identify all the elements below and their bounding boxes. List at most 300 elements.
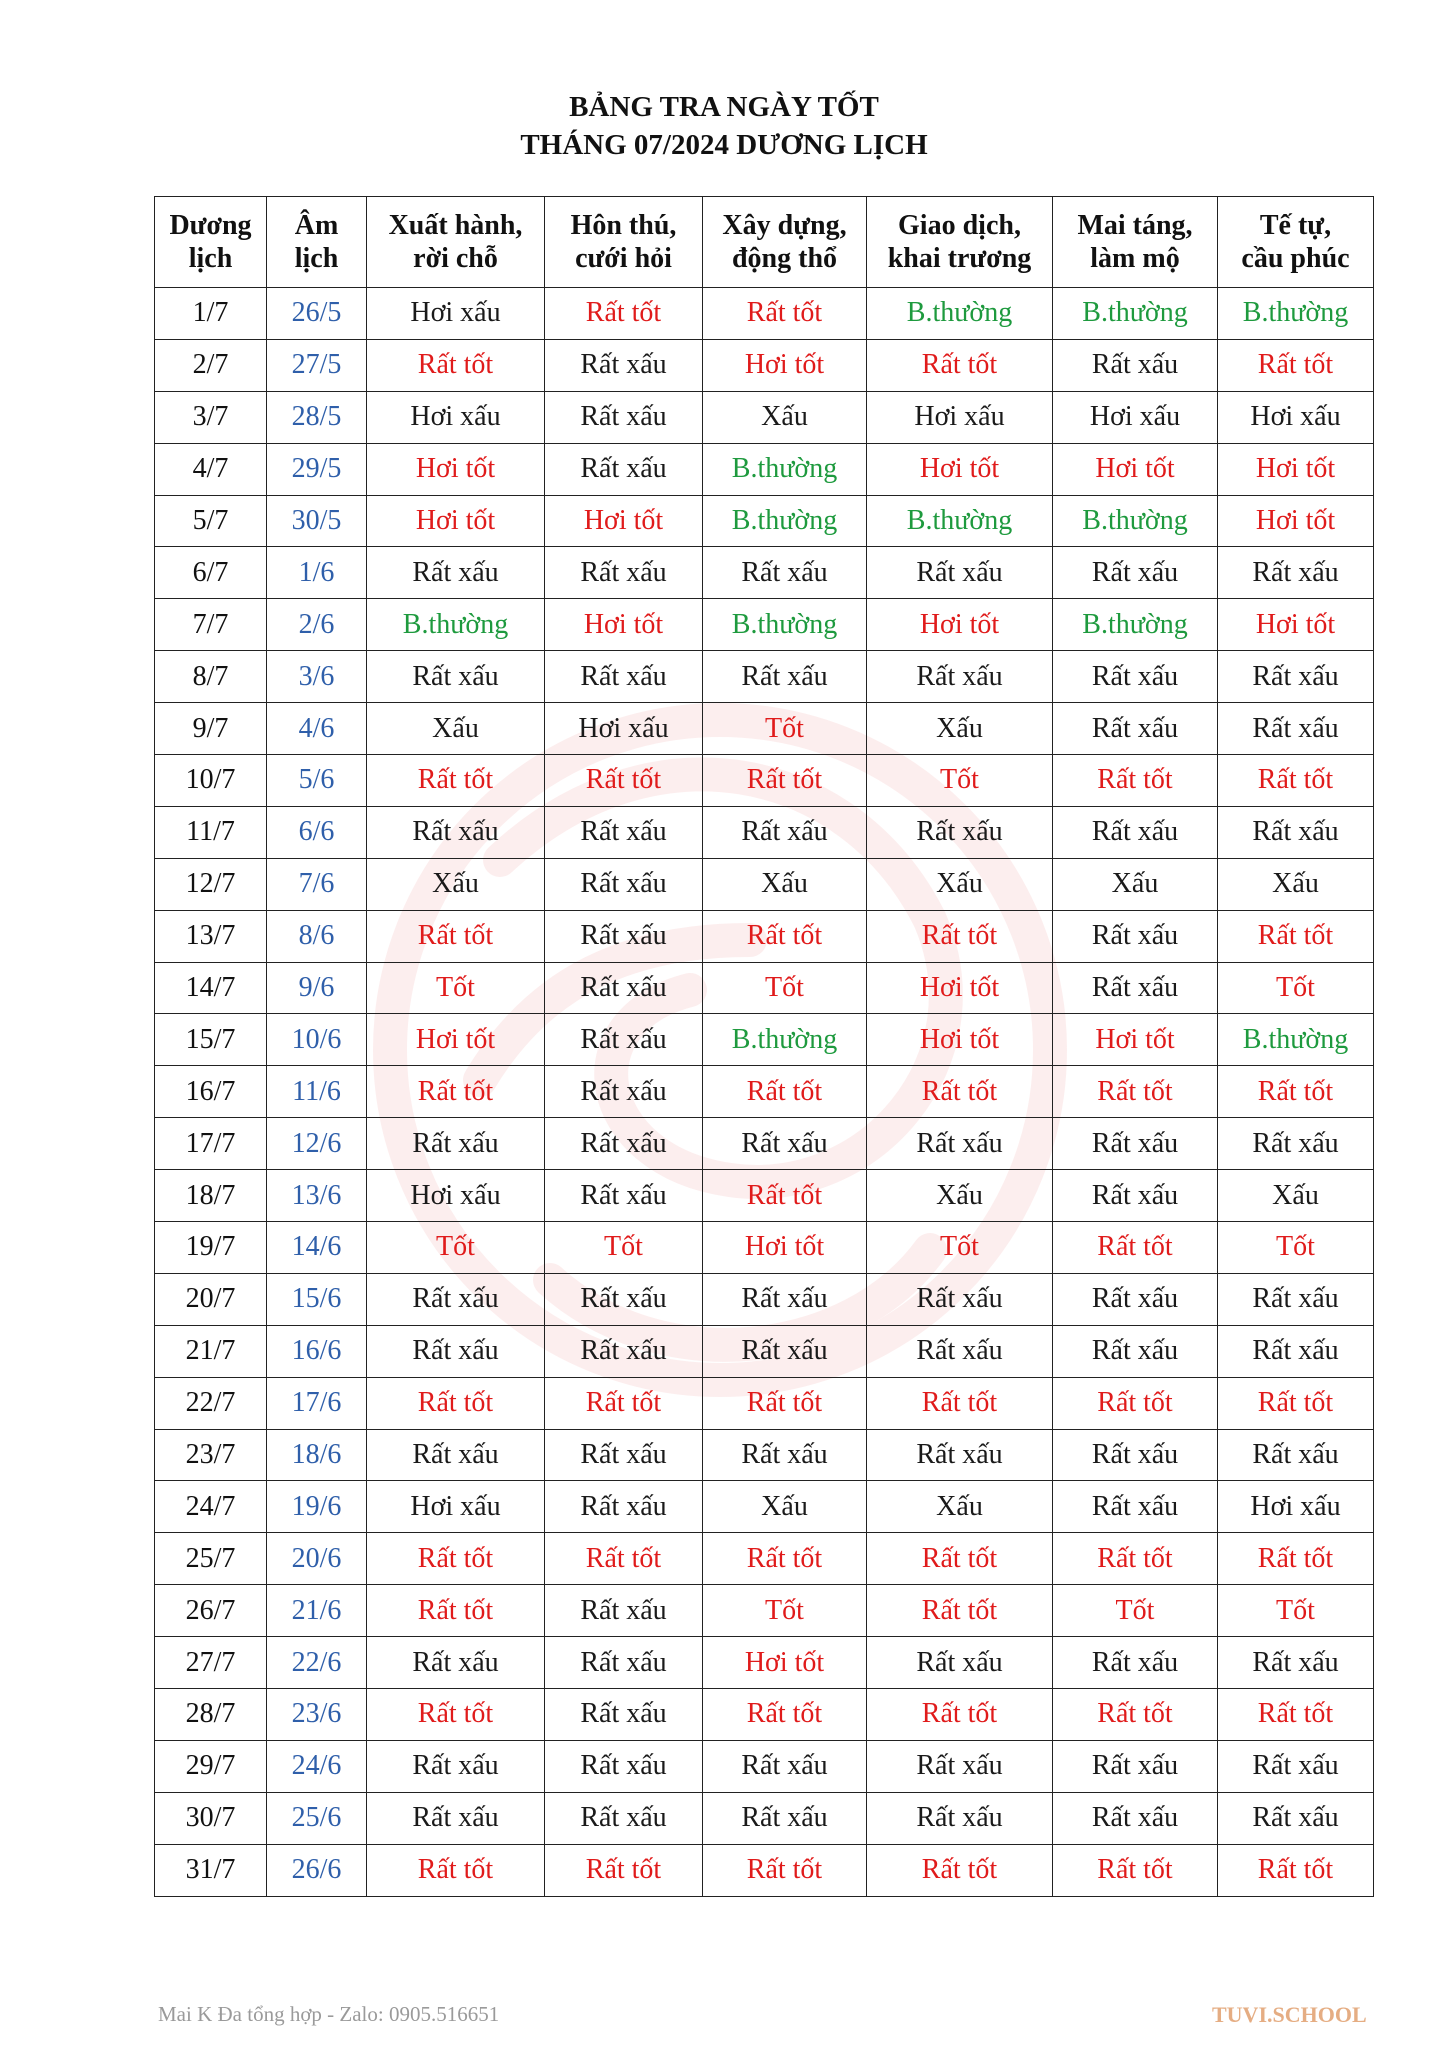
- solar-date-cell: 24/7: [155, 1481, 267, 1533]
- header-trade: [867, 197, 1053, 288]
- trade-cell: Rất xấu: [867, 1637, 1053, 1689]
- burial-cell: Rất xấu: [1053, 547, 1218, 599]
- travel-cell: Hơi xấu: [367, 1481, 545, 1533]
- lunar-date-cell: 6/6: [267, 806, 367, 858]
- header-trade-line-2: khai trương: [887, 243, 1032, 274]
- burial-cell: Rất xấu: [1053, 1325, 1218, 1377]
- worship-cell: Rất tốt: [1218, 1066, 1374, 1118]
- construction-cell: Rất xấu: [703, 1792, 867, 1844]
- wedding-cell: Hơi tốt: [545, 599, 703, 651]
- construction-cell: B.thường: [703, 1014, 867, 1066]
- trade-cell: Hơi tốt: [867, 443, 1053, 495]
- trade-cell: Rất xấu: [867, 806, 1053, 858]
- lunar-date-cell: 22/6: [267, 1637, 367, 1689]
- travel-cell: Rất tốt: [367, 1533, 545, 1585]
- construction-cell: Tốt: [703, 1585, 867, 1637]
- solar-date-cell: 5/7: [155, 495, 267, 547]
- travel-cell: Xấu: [367, 703, 545, 755]
- trade-cell: Rất xấu: [867, 1118, 1053, 1170]
- construction-cell: Hơi tốt: [703, 339, 867, 391]
- worship-cell: Hơi tốt: [1218, 495, 1374, 547]
- table-row: [155, 339, 1374, 391]
- table-row: [155, 1014, 1374, 1066]
- burial-cell: Rất tốt: [1053, 1222, 1218, 1274]
- trade-cell: Xấu: [867, 1170, 1053, 1222]
- table-row: [155, 547, 1374, 599]
- worship-cell: Rất xấu: [1218, 1325, 1374, 1377]
- construction-cell: B.thường: [703, 599, 867, 651]
- travel-cell: Tốt: [367, 962, 545, 1014]
- worship-cell: Rất xấu: [1218, 703, 1374, 755]
- worship-cell: Rất xấu: [1218, 547, 1374, 599]
- lunar-date-cell: 26/6: [267, 1844, 367, 1896]
- solar-date-cell: 17/7: [155, 1118, 267, 1170]
- trade-cell: Rất xấu: [867, 1273, 1053, 1325]
- wedding-cell: Rất xấu: [545, 1118, 703, 1170]
- table-row: [155, 1533, 1374, 1585]
- trade-cell: Tốt: [867, 755, 1053, 807]
- solar-date-cell: 16/7: [155, 1066, 267, 1118]
- lunar-date-cell: 15/6: [267, 1273, 367, 1325]
- burial-cell: Rất tốt: [1053, 1689, 1218, 1741]
- worship-cell: Rất tốt: [1218, 1377, 1374, 1429]
- burial-cell: Rất xấu: [1053, 1637, 1218, 1689]
- construction-cell: Xấu: [703, 1481, 867, 1533]
- header-construction-line-1: Xây dựng,: [722, 210, 847, 241]
- solar-date-cell: 14/7: [155, 962, 267, 1014]
- travel-cell: Rất xấu: [367, 1792, 545, 1844]
- construction-cell: Rất tốt: [703, 755, 867, 807]
- table-row: [155, 599, 1374, 651]
- travel-cell: Rất xấu: [367, 651, 545, 703]
- construction-cell: Rất tốt: [703, 1170, 867, 1222]
- worship-cell: Xấu: [1218, 858, 1374, 910]
- wedding-cell: Rất xấu: [545, 1637, 703, 1689]
- construction-cell: Hơi tốt: [703, 1222, 867, 1274]
- travel-cell: Hơi xấu: [367, 1170, 545, 1222]
- wedding-cell: Rất xấu: [545, 1325, 703, 1377]
- construction-cell: Rất tốt: [703, 1689, 867, 1741]
- header-construction-line-2: động thổ: [731, 243, 838, 274]
- solar-date-cell: 19/7: [155, 1222, 267, 1274]
- wedding-cell: Rất xấu: [545, 910, 703, 962]
- burial-cell: Rất xấu: [1053, 1170, 1218, 1222]
- worship-cell: Rất xấu: [1218, 806, 1374, 858]
- header-burial: [1053, 197, 1218, 288]
- table-row: [155, 1273, 1374, 1325]
- title-line-2: THÁNG 07/2024 DƯƠNG LỊCH: [520, 129, 928, 161]
- travel-cell: Rất xấu: [367, 547, 545, 599]
- trade-cell: Rất xấu: [867, 1429, 1053, 1481]
- lunar-date-cell: 17/6: [267, 1377, 367, 1429]
- trade-cell: Hơi tốt: [867, 962, 1053, 1014]
- solar-date-cell: 10/7: [155, 755, 267, 807]
- lunar-date-cell: 12/6: [267, 1118, 367, 1170]
- burial-cell: Rất xấu: [1053, 962, 1218, 1014]
- trade-cell: Rất tốt: [867, 1377, 1053, 1429]
- header-wedding-line-2: cưới hỏi: [575, 243, 672, 274]
- burial-cell: Rất xấu: [1053, 339, 1218, 391]
- solar-date-cell: 31/7: [155, 1844, 267, 1896]
- solar-date-cell: 20/7: [155, 1273, 267, 1325]
- trade-cell: Xấu: [867, 858, 1053, 910]
- table-row: [155, 755, 1374, 807]
- travel-cell: B.thường: [367, 599, 545, 651]
- construction-cell: Rất xấu: [703, 806, 867, 858]
- table-row: [155, 1792, 1374, 1844]
- header-solar-date-line-1: Dương: [169, 210, 252, 241]
- lunar-date-cell: 11/6: [267, 1066, 367, 1118]
- lunar-date-cell: 16/6: [267, 1325, 367, 1377]
- construction-cell: Rất xấu: [703, 1429, 867, 1481]
- worship-cell: Hơi tốt: [1218, 599, 1374, 651]
- construction-cell: Rất xấu: [703, 1273, 867, 1325]
- table-row: [155, 1844, 1374, 1896]
- solar-date-cell: 4/7: [155, 443, 267, 495]
- lunar-date-cell: 21/6: [267, 1585, 367, 1637]
- travel-cell: Hơi tốt: [367, 495, 545, 547]
- solar-date-cell: 3/7: [155, 391, 267, 443]
- construction-cell: Tốt: [703, 703, 867, 755]
- travel-cell: Rất tốt: [367, 339, 545, 391]
- solar-date-cell: 11/7: [155, 806, 267, 858]
- worship-cell: Rất xấu: [1218, 651, 1374, 703]
- travel-cell: Rất tốt: [367, 1066, 545, 1118]
- travel-cell: Hơi xấu: [367, 288, 545, 340]
- burial-cell: Rất xấu: [1053, 1792, 1218, 1844]
- lunar-date-cell: 4/6: [267, 703, 367, 755]
- header-burial-line-1: Mai táng,: [1077, 210, 1193, 241]
- trade-cell: Rất xấu: [867, 547, 1053, 599]
- worship-cell: Rất xấu: [1218, 1740, 1374, 1792]
- lunar-date-cell: 19/6: [267, 1481, 367, 1533]
- wedding-cell: Rất xấu: [545, 443, 703, 495]
- header-lunar-date-line-2: lịch: [294, 243, 339, 274]
- construction-cell: Rất xấu: [703, 1118, 867, 1170]
- worship-cell: Hơi xấu: [1218, 391, 1374, 443]
- burial-cell: Rất tốt: [1053, 1377, 1218, 1429]
- lunar-date-cell: 24/6: [267, 1740, 367, 1792]
- footer-credit: Mai K Đa tổng hợp - Zalo: 0905.516651: [158, 2002, 500, 2026]
- trade-cell: Rất tốt: [867, 1844, 1053, 1896]
- solar-date-cell: 7/7: [155, 599, 267, 651]
- construction-cell: Xấu: [703, 391, 867, 443]
- worship-cell: Rất tốt: [1218, 339, 1374, 391]
- wedding-cell: Rất xấu: [545, 1066, 703, 1118]
- travel-cell: Rất xấu: [367, 1325, 545, 1377]
- solar-date-cell: 30/7: [155, 1792, 267, 1844]
- worship-cell: Rất xấu: [1218, 1118, 1374, 1170]
- construction-cell: Rất tốt: [703, 288, 867, 340]
- travel-cell: Xấu: [367, 858, 545, 910]
- solar-date-cell: 29/7: [155, 1740, 267, 1792]
- travel-cell: Rất xấu: [367, 1637, 545, 1689]
- construction-cell: Rất tốt: [703, 1066, 867, 1118]
- table-row: [155, 1222, 1374, 1274]
- worship-cell: Rất tốt: [1218, 1533, 1374, 1585]
- trade-cell: Rất tốt: [867, 339, 1053, 391]
- table-row: [155, 910, 1374, 962]
- table-row: [155, 962, 1374, 1014]
- travel-cell: Rất tốt: [367, 1585, 545, 1637]
- solar-date-cell: 9/7: [155, 703, 267, 755]
- table-row: [155, 1325, 1374, 1377]
- trade-cell: Tốt: [867, 1222, 1053, 1274]
- header-travel-line-1: Xuất hành,: [388, 210, 523, 241]
- construction-cell: Tốt: [703, 962, 867, 1014]
- wedding-cell: Rất xấu: [545, 806, 703, 858]
- solar-date-cell: 25/7: [155, 1533, 267, 1585]
- trade-cell: Xấu: [867, 1481, 1053, 1533]
- travel-cell: Hơi tốt: [367, 1014, 545, 1066]
- burial-cell: Tốt: [1053, 1585, 1218, 1637]
- solar-date-cell: 23/7: [155, 1429, 267, 1481]
- page-title: [0, 88, 1448, 164]
- travel-cell: Rất xấu: [367, 1429, 545, 1481]
- lunar-date-cell: 18/6: [267, 1429, 367, 1481]
- worship-cell: Tốt: [1218, 962, 1374, 1014]
- lunar-date-cell: 20/6: [267, 1533, 367, 1585]
- table-row: [155, 858, 1374, 910]
- burial-cell: Rất tốt: [1053, 1844, 1218, 1896]
- lunar-date-cell: 27/5: [267, 339, 367, 391]
- header-lunar-date-line-1: Âm: [294, 210, 339, 241]
- wedding-cell: Rất tốt: [545, 288, 703, 340]
- table-row: [155, 1481, 1374, 1533]
- construction-cell: Rất xấu: [703, 651, 867, 703]
- table-row: [155, 1740, 1374, 1792]
- table-row: [155, 495, 1374, 547]
- wedding-cell: Rất tốt: [545, 1533, 703, 1585]
- lunar-date-cell: 1/6: [267, 547, 367, 599]
- lunar-date-cell: 9/6: [267, 962, 367, 1014]
- construction-cell: Rất tốt: [703, 1533, 867, 1585]
- travel-cell: Rất tốt: [367, 910, 545, 962]
- construction-cell: Xấu: [703, 858, 867, 910]
- trade-cell: Xấu: [867, 703, 1053, 755]
- lunar-date-cell: 25/6: [267, 1792, 367, 1844]
- header-lunar-date: [267, 197, 367, 288]
- trade-cell: Hơi tốt: [867, 599, 1053, 651]
- burial-cell: Rất xấu: [1053, 651, 1218, 703]
- burial-cell: Xấu: [1053, 858, 1218, 910]
- table-body: [155, 288, 1374, 1897]
- construction-cell: B.thường: [703, 443, 867, 495]
- wedding-cell: Rất xấu: [545, 391, 703, 443]
- worship-cell: Rất tốt: [1218, 1844, 1374, 1896]
- solar-date-cell: 21/7: [155, 1325, 267, 1377]
- lunar-date-cell: 13/6: [267, 1170, 367, 1222]
- table-row: [155, 1170, 1374, 1222]
- lunar-date-cell: 5/6: [267, 755, 367, 807]
- table-header-row: [155, 197, 1374, 288]
- lunar-date-cell: 10/6: [267, 1014, 367, 1066]
- solar-date-cell: 15/7: [155, 1014, 267, 1066]
- worship-cell: Rất xấu: [1218, 1637, 1374, 1689]
- burial-cell: Rất xấu: [1053, 1118, 1218, 1170]
- wedding-cell: Rất xấu: [545, 1273, 703, 1325]
- worship-cell: Rất tốt: [1218, 910, 1374, 962]
- worship-cell: B.thường: [1218, 288, 1374, 340]
- burial-cell: Rất xấu: [1053, 703, 1218, 755]
- wedding-cell: Rất xấu: [545, 651, 703, 703]
- table-row: [155, 443, 1374, 495]
- construction-cell: Hơi tốt: [703, 1637, 867, 1689]
- burial-cell: Rất tốt: [1053, 1533, 1218, 1585]
- solar-date-cell: 22/7: [155, 1377, 267, 1429]
- burial-cell: Rất xấu: [1053, 910, 1218, 962]
- trade-cell: Hơi xấu: [867, 391, 1053, 443]
- lunar-date-cell: 28/5: [267, 391, 367, 443]
- lunar-date-cell: 2/6: [267, 599, 367, 651]
- wedding-cell: Rất tốt: [545, 1844, 703, 1896]
- solar-date-cell: 28/7: [155, 1689, 267, 1741]
- burial-cell: Rất xấu: [1053, 1273, 1218, 1325]
- construction-cell: Rất tốt: [703, 910, 867, 962]
- wedding-cell: Rất xấu: [545, 1481, 703, 1533]
- travel-cell: Rất xấu: [367, 806, 545, 858]
- worship-cell: Rất tốt: [1218, 755, 1374, 807]
- worship-cell: Rất xấu: [1218, 1792, 1374, 1844]
- worship-cell: Rất xấu: [1218, 1429, 1374, 1481]
- burial-cell: Rất tốt: [1053, 755, 1218, 807]
- title-line-1: BẢNG TRA NGÀY TỐT: [569, 91, 879, 123]
- wedding-cell: Hơi xấu: [545, 703, 703, 755]
- travel-cell: Rất xấu: [367, 1740, 545, 1792]
- trade-cell: Rất xấu: [867, 1792, 1053, 1844]
- wedding-cell: Rất xấu: [545, 1689, 703, 1741]
- burial-cell: Hơi xấu: [1053, 391, 1218, 443]
- lunar-date-cell: 30/5: [267, 495, 367, 547]
- burial-cell: Rất xấu: [1053, 806, 1218, 858]
- table-row: [155, 806, 1374, 858]
- burial-cell: Rất xấu: [1053, 1740, 1218, 1792]
- lunar-date-cell: 7/6: [267, 858, 367, 910]
- burial-cell: Rất tốt: [1053, 1066, 1218, 1118]
- trade-cell: Rất tốt: [867, 1533, 1053, 1585]
- construction-cell: Rất xấu: [703, 1325, 867, 1377]
- header-wedding-line-1: Hôn thú,: [570, 210, 677, 241]
- trade-cell: Rất tốt: [867, 910, 1053, 962]
- worship-cell: Rất xấu: [1218, 1273, 1374, 1325]
- good-days-table: [154, 196, 1374, 1897]
- trade-cell: Hơi tốt: [867, 1014, 1053, 1066]
- worship-cell: Hơi xấu: [1218, 1481, 1374, 1533]
- lunar-date-cell: 3/6: [267, 651, 367, 703]
- header-burial-line-2: làm mộ: [1090, 243, 1180, 274]
- table-row: [155, 391, 1374, 443]
- table-row: [155, 1118, 1374, 1170]
- construction-cell: Rất tốt: [703, 1377, 867, 1429]
- trade-cell: Rất tốt: [867, 1066, 1053, 1118]
- solar-date-cell: 2/7: [155, 339, 267, 391]
- header-solar-date-line-2: lịch: [188, 243, 233, 274]
- table-row: [155, 1377, 1374, 1429]
- header-wedding: [545, 197, 703, 288]
- solar-date-cell: 27/7: [155, 1637, 267, 1689]
- burial-cell: Hơi tốt: [1053, 443, 1218, 495]
- solar-date-cell: 12/7: [155, 858, 267, 910]
- header-worship-line-2: cầu phúc: [1241, 243, 1350, 274]
- wedding-cell: Rất xấu: [545, 962, 703, 1014]
- burial-cell: Rất xấu: [1053, 1429, 1218, 1481]
- header-solar-date: [155, 197, 267, 288]
- trade-cell: B.thường: [867, 288, 1053, 340]
- wedding-cell: Hơi tốt: [545, 495, 703, 547]
- construction-cell: Rất tốt: [703, 1844, 867, 1896]
- lunar-date-cell: 23/6: [267, 1689, 367, 1741]
- header-travel-line-2: rời chỗ: [413, 243, 498, 274]
- lunar-date-cell: 26/5: [267, 288, 367, 340]
- burial-cell: Hơi tốt: [1053, 1014, 1218, 1066]
- burial-cell: B.thường: [1053, 495, 1218, 547]
- lunar-date-cell: 29/5: [267, 443, 367, 495]
- trade-cell: Rất xấu: [867, 1740, 1053, 1792]
- table-row: [155, 288, 1374, 340]
- header-trade-line-1: Giao dịch,: [898, 210, 1021, 241]
- lunar-date-cell: 14/6: [267, 1222, 367, 1274]
- header-worship-line-1: Tế tự,: [1259, 210, 1332, 241]
- travel-cell: Rất tốt: [367, 755, 545, 807]
- trade-cell: Rất tốt: [867, 1689, 1053, 1741]
- trade-cell: B.thường: [867, 495, 1053, 547]
- wedding-cell: Rất xấu: [545, 1170, 703, 1222]
- wedding-cell: Rất xấu: [545, 339, 703, 391]
- travel-cell: Hơi xấu: [367, 391, 545, 443]
- wedding-cell: Rất xấu: [545, 1792, 703, 1844]
- travel-cell: Tốt: [367, 1222, 545, 1274]
- solar-date-cell: 8/7: [155, 651, 267, 703]
- wedding-cell: Tốt: [545, 1222, 703, 1274]
- wedding-cell: Rất xấu: [545, 1014, 703, 1066]
- worship-cell: B.thường: [1218, 1014, 1374, 1066]
- table-row: [155, 1429, 1374, 1481]
- header-worship: [1218, 197, 1374, 288]
- travel-cell: Rất xấu: [367, 1118, 545, 1170]
- construction-cell: Rất xấu: [703, 547, 867, 599]
- worship-cell: Xấu: [1218, 1170, 1374, 1222]
- trade-cell: Rất xấu: [867, 651, 1053, 703]
- table-row: [155, 1066, 1374, 1118]
- table-row: [155, 1637, 1374, 1689]
- worship-cell: Rất tốt: [1218, 1689, 1374, 1741]
- burial-cell: B.thường: [1053, 599, 1218, 651]
- solar-date-cell: 26/7: [155, 1585, 267, 1637]
- travel-cell: Rất xấu: [367, 1273, 545, 1325]
- table-row: [155, 1689, 1374, 1741]
- wedding-cell: Rất tốt: [545, 755, 703, 807]
- burial-cell: Rất xấu: [1053, 1481, 1218, 1533]
- travel-cell: Rất tốt: [367, 1689, 545, 1741]
- header-travel: [367, 197, 545, 288]
- solar-date-cell: 13/7: [155, 910, 267, 962]
- travel-cell: Hơi tốt: [367, 443, 545, 495]
- table-row: [155, 703, 1374, 755]
- table-row: [155, 651, 1374, 703]
- wedding-cell: Rất xấu: [545, 1429, 703, 1481]
- burial-cell: B.thường: [1053, 288, 1218, 340]
- worship-cell: Hơi tốt: [1218, 443, 1374, 495]
- footer-brand: TUVI.SCHOOL: [1212, 2002, 1367, 2027]
- travel-cell: Rất tốt: [367, 1844, 545, 1896]
- travel-cell: Rất tốt: [367, 1377, 545, 1429]
- header-construction: [703, 197, 867, 288]
- table-row: [155, 1585, 1374, 1637]
- trade-cell: Rất xấu: [867, 1325, 1053, 1377]
- wedding-cell: Rất tốt: [545, 1377, 703, 1429]
- solar-date-cell: 18/7: [155, 1170, 267, 1222]
- solar-date-cell: 6/7: [155, 547, 267, 599]
